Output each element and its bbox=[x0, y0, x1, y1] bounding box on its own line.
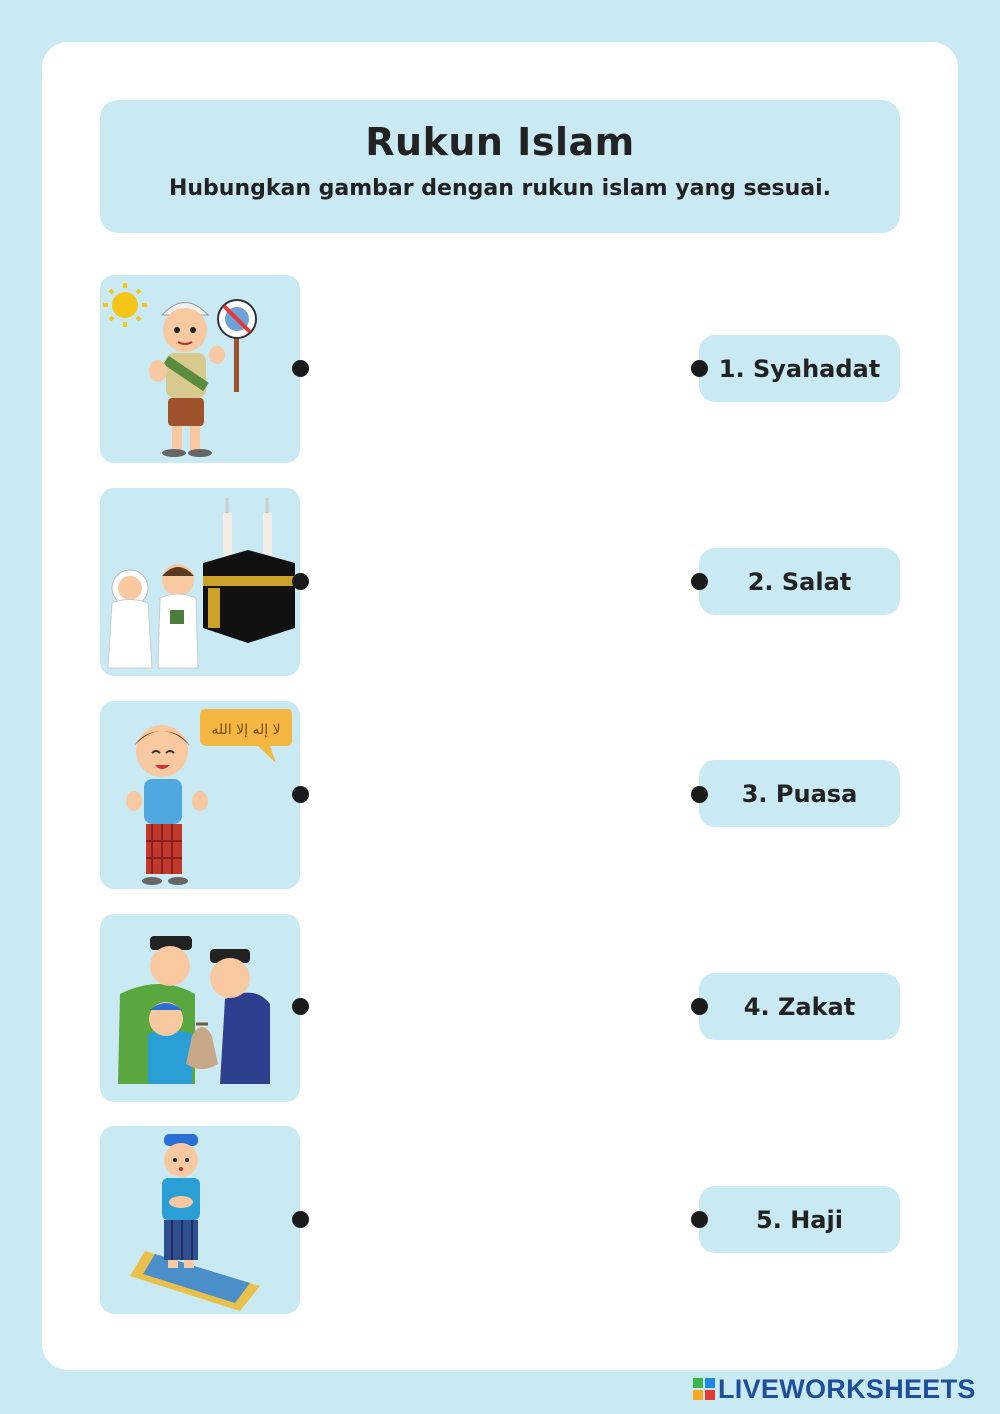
answer-salat bbox=[699, 548, 900, 615]
answer-haji bbox=[699, 1186, 900, 1253]
kaaba-pilgrims-icon bbox=[100, 488, 300, 676]
answer-connector-dot-5[interactable] bbox=[691, 1211, 708, 1228]
answer-connector-dot-2[interactable] bbox=[691, 573, 708, 590]
page-title: Rukun Islam bbox=[365, 120, 635, 164]
answer-puasa bbox=[699, 760, 900, 827]
picture-connector-dot-1[interactable] bbox=[292, 360, 309, 377]
answer-connector-dot-1[interactable] bbox=[691, 360, 708, 377]
picture-connector-dot-5[interactable] bbox=[292, 1211, 309, 1228]
answer-label: 5. Haji bbox=[756, 1205, 843, 1234]
answer-label: 2. Salat bbox=[747, 567, 852, 596]
brand-name: LIVEWORKSHEETS bbox=[718, 1373, 976, 1404]
answer-connector-dot-4[interactable] bbox=[691, 998, 708, 1015]
shahada-text: لا إله إلا الله bbox=[211, 722, 281, 738]
answer-label: 4. Zakat bbox=[743, 992, 856, 1021]
answer-syahadat bbox=[699, 335, 900, 402]
answer-label: 3. Puasa bbox=[741, 779, 858, 808]
shahada-boy-icon bbox=[100, 701, 300, 889]
liveworksheets-brand[interactable] bbox=[693, 1374, 976, 1404]
picture-card-syahadat bbox=[100, 701, 300, 889]
answer-label: 1. Syahadat bbox=[718, 354, 881, 383]
picture-connector-dot-3[interactable] bbox=[292, 786, 309, 803]
fasting-boy-icon bbox=[100, 275, 300, 463]
picture-connector-dot-4[interactable] bbox=[292, 998, 309, 1015]
zakat-family-icon bbox=[100, 914, 300, 1102]
sun-icon bbox=[103, 283, 147, 327]
picture-card-salat bbox=[100, 1126, 300, 1314]
instructions-text: Hubungkan gambar dengan rukun islam yang sesuai. bbox=[168, 176, 832, 201]
picture-card-zakat bbox=[100, 914, 300, 1102]
picture-connector-dot-2[interactable] bbox=[292, 573, 309, 590]
picture-card-haji bbox=[100, 488, 300, 676]
liveworksheets-logo-icon bbox=[693, 1378, 715, 1400]
picture-card-puasa bbox=[100, 275, 300, 463]
header-banner bbox=[100, 100, 900, 233]
praying-boy-icon bbox=[100, 1126, 300, 1314]
answer-connector-dot-3[interactable] bbox=[691, 786, 708, 803]
answer-zakat bbox=[699, 973, 900, 1040]
